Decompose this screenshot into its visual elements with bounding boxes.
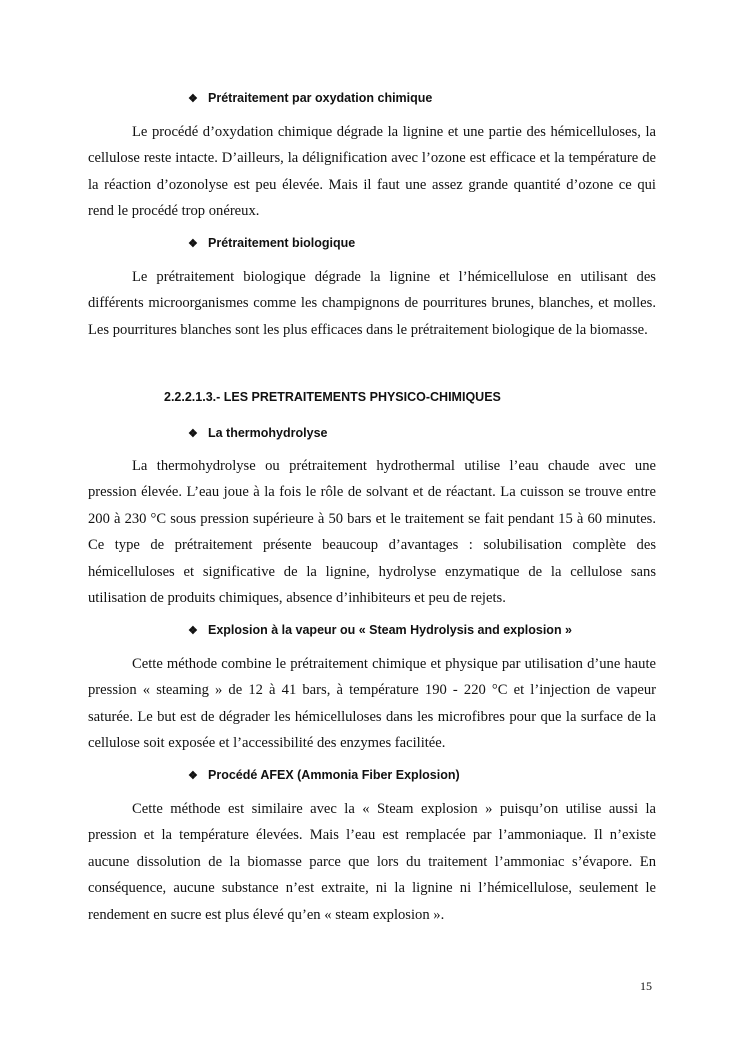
diamond-bullet-icon: ❖	[188, 428, 198, 440]
heading-text: Prétraitement par oxydation chimique	[208, 91, 433, 105]
page-number: 15	[640, 979, 652, 993]
paragraph-procede-afex: Cette méthode est similaire avec la « Steam explosion » puisqu’on utilise aussi la pression et la température élevées. Mais l’eau est remplacée par l’ammoniaque. Il n’existe aucune dissolution de la biomasse parce que lors du traitement l’ammoniac s’évapore. En conséquence, aucune substance n’est extraite, ni la lignine ni l’hémicellulose, seulement le rendement en sucre est plus élevé qu’en « steam explosion ».	[88, 801, 656, 923]
heading-text: Procédé AFEX (Ammonia Fiber Explosion)	[208, 768, 460, 782]
paragraph-thermohydrolyse: La thermohydrolyse ou prétraitement hydrothermal utilise l’eau chaude avec une pression élevée. L’eau joue à la fois le rôle de solvant et de réactant. La cuisson se trouve entre 200 à 230 °C sous pression supérieure à 50 bars et le traitement se fait pendant 15 à 60 minutes. Ce type de prétraitement présente beaucoup d’avantages : solubilisation complète des hémicelluloses et significative de la lignine, hydrolyse enzymatique de la cellulose sans utilisation de produits chimiques, absence d’inhibiteurs et peu de rejets.	[88, 458, 656, 607]
heading-text: Explosion à la vapeur ou « Steam Hydrolysis and explosion »	[208, 623, 573, 637]
diamond-bullet-icon: ❖	[188, 625, 198, 637]
diamond-bullet-icon: ❖	[188, 93, 198, 105]
heading-text: La thermohydrolyse	[208, 426, 328, 440]
diamond-bullet-icon: ❖	[188, 770, 198, 782]
paragraph-pretraitement-biologique: Le prétraitement biologique dégrade la lignine et l’hémicellulose en utilisant des différents microorganismes comme les champignons de pourritures brunes, blanches, et molles. Les pourritures blanches sont les plus efficaces dans le prétraitement biologique de la biomasse.	[88, 269, 656, 338]
heading-explosion-vapeur	[188, 622, 572, 639]
heading-pretraitement-biologique	[188, 235, 355, 252]
paragraph-oxydation-chimique: Le procédé d’oxydation chimique dégrade la lignine et une partie des hémicelluloses, la cellulose reste intacte. D’ailleurs, la délignification avec l’ozone est efficace et la température de la réaction d’ozonolyse est peu élevée. Mais il faut une assez grande quantité d’ozone ce qui rend le procédé trop onéreux.	[88, 124, 656, 220]
heading-procede-afex	[188, 767, 460, 784]
heading-text: Prétraitement biologique	[208, 236, 356, 250]
paragraph-explosion-vapeur: Cette méthode combine le prétraitement chimique et physique par utilisation d’une haute pression « steaming » de 12 à 41 bars, à température 190 - 220 °C et l’injection de vapeur saturée. Le but est de dégrader les hémicelluloses dans les microfibres pour que la surface de la cellulose soit exposée et l’accessibilité des enzymes facilitée.	[88, 656, 656, 752]
diamond-bullet-icon: ❖	[188, 238, 198, 250]
subsection-title: 2.2.2.1.3.- LES PRETRAITEMENTS PHYSICO-CHIMIQUES	[164, 390, 501, 404]
heading-oxydation-chimique	[188, 90, 432, 107]
heading-thermohydrolyse	[188, 425, 327, 442]
